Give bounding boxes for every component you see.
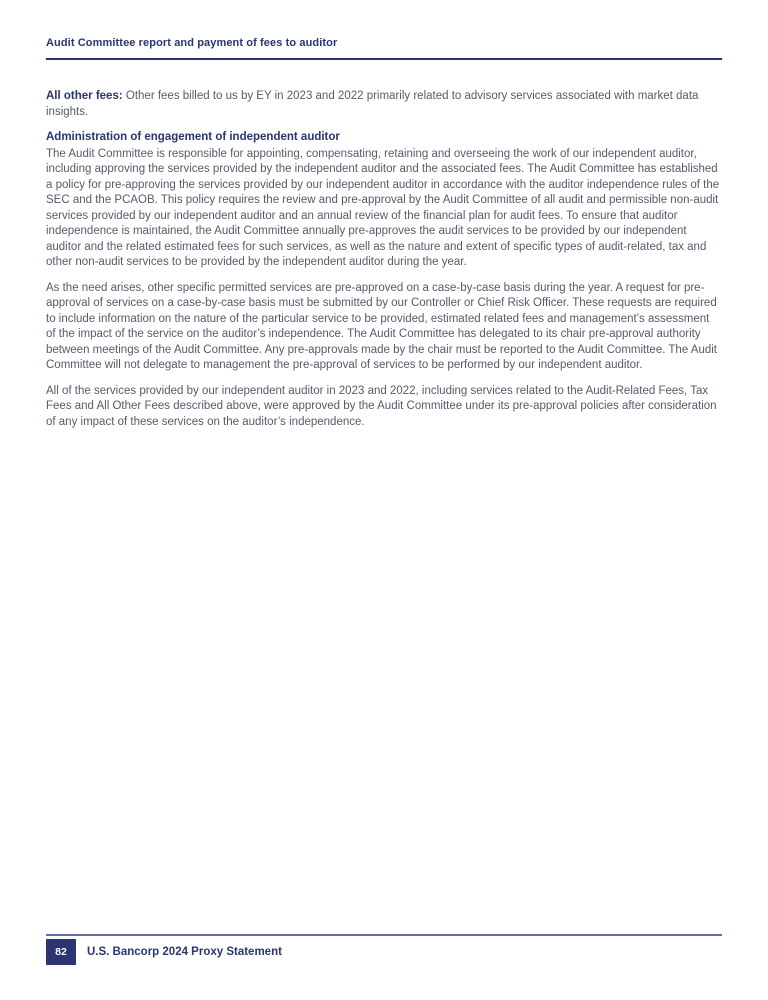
paragraph-administration-2: As the need arises, other specific permitted services are pre-approved on a case-by-case basis during the year. A request for pre-approval of services on a case-by-case basis must be submitted by our Controller or Chief Risk Officer. These requests are required to include information on the nature of the particular service to be provided, estimated related fees and management’s assessment of the impact of the service on the auditor’s independence. The Audit Committee has delegated to its chair pre-approval authority between meetings of the Audit Committee. Any pre-approvals made by the chair must be reported to the Audit Committee. The Audit Committee will not delegate to management the pre-approval of services to be performed by our independent auditor. xyxy=(46,281,717,371)
page-title: Audit Committee report and payment of fees to auditor xyxy=(46,37,338,49)
footer-label: U.S. Bancorp 2024 Proxy Statement xyxy=(87,946,282,958)
section-heading-administration: Administration of engagement of independent auditor xyxy=(46,131,340,143)
all-other-fees-text: Other fees billed to us by EY in 2023 and 2022 primarily related to advisory services associated with market data insights. xyxy=(46,90,699,118)
body-copy xyxy=(46,89,722,430)
footer-row xyxy=(46,939,722,965)
paragraph-administration-1: The Audit Committee is responsible for appointing, compensating, retaining and overseeing the work of our independent auditor, including approving the services provided by the independent auditor and the associated fees. The Audit Committee has established a policy for pre-approving the services provided by our independent auditor in accordance with the auditor independence rules of the SEC and the PCAOB. This policy requires the review and pre-approval by the Audit Committee of all audit and permissible non-audit services provided by our independent auditor and an annual review of the financial plan for audit fees. To ensure that auditor independence is maintained, the Audit Committee annually pre-approves the audit services to be provided by our independent auditor and the related estimated fees for such services, as well as the nature and extent of specific types of audit-related, tax and other non-audit services to be provided by the independent auditor during the year. xyxy=(46,147,720,268)
page-number-badge: 82 xyxy=(46,939,76,965)
page-content xyxy=(46,0,722,430)
page-footer xyxy=(46,934,722,965)
header-rule xyxy=(46,58,722,60)
footer-rule xyxy=(46,934,722,936)
paragraph-all-other-fees xyxy=(46,89,722,120)
paragraph-administration-3: All of the services provided by our independent auditor in 2023 and 2022, including services related to the Audit-Related Fees, Tax Fees and All Other Fees described above, were approved by the Audit Committee under its pre-approval policies after consideration of any impact of these services on the auditor’s independence. xyxy=(46,384,717,428)
all-other-fees-label: All other fees: xyxy=(46,90,123,102)
